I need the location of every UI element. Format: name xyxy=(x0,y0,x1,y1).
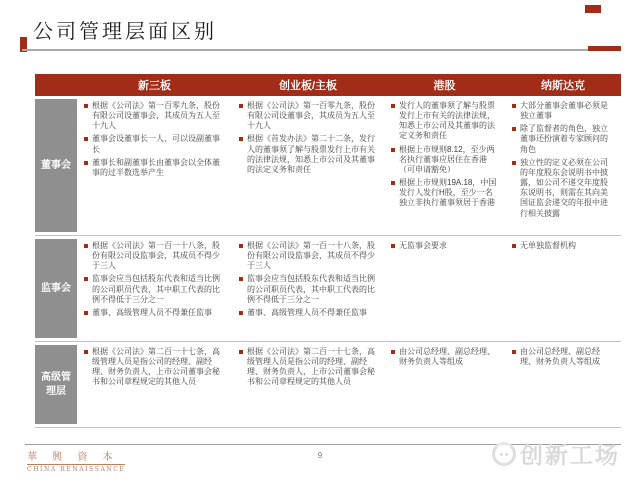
bullet-item xyxy=(239,308,378,318)
bullet-square-icon xyxy=(391,148,395,152)
bullet-text: 监事会应当包括股东代表和适当比例的公司职员代表，其中职工代表的比例不得低于三分之一 xyxy=(247,274,375,304)
bullet-square-icon xyxy=(512,350,516,354)
bullet-square-icon xyxy=(84,161,88,165)
bullet-square-icon xyxy=(391,350,395,354)
column-header-chuangyeban: 创业板/主板 xyxy=(278,80,338,92)
bullet-text: 由公司总经理、副总经理、财务负责人等组成 xyxy=(399,347,495,367)
bullet-square-icon xyxy=(391,181,395,185)
bullet-item xyxy=(84,308,226,318)
table-cell xyxy=(505,96,621,235)
bullet-square-icon xyxy=(512,104,516,108)
table-cell xyxy=(384,236,505,341)
bullet-item xyxy=(391,101,499,142)
corner-accent-icon xyxy=(585,5,601,13)
page-title: 公司管理层面区别 xyxy=(33,19,217,43)
comparison-table xyxy=(35,74,621,428)
innovation-works-logo-icon xyxy=(492,442,516,466)
bullet-item xyxy=(512,241,615,251)
row-label-senior-management: 高级管理层 xyxy=(35,345,77,424)
table-row-supervisory xyxy=(35,236,621,342)
table-cell xyxy=(384,342,505,427)
bullet-item xyxy=(239,134,378,175)
bullet-square-icon xyxy=(84,350,88,354)
bullet-item xyxy=(239,241,378,271)
bullet-item xyxy=(84,158,226,178)
table-cell xyxy=(384,96,505,235)
bullet-item xyxy=(84,241,226,271)
bullet-item xyxy=(239,274,378,304)
innovation-works-watermark xyxy=(492,437,620,470)
row-label-cell xyxy=(35,342,77,427)
table-row-board xyxy=(35,96,621,236)
bullet-square-icon xyxy=(391,104,395,108)
bullet-square-icon xyxy=(239,311,243,315)
bullet-square-icon xyxy=(84,244,88,248)
china-renaissance-logo-cn: 華 興 資 本 xyxy=(27,448,125,465)
bullet-square-icon xyxy=(391,244,395,248)
table-cell xyxy=(77,96,232,235)
column-header-xinsanban: 新三板 xyxy=(138,80,171,92)
bullet-text: 根据《公司法》第一百零九条，股份有限公司设董事会，其成员为五人至十九人 xyxy=(247,101,375,131)
bullet-text: 根据《公司法》第二百一十七条，高级管理人员是指公司的经理、副经理、财务负责人，上市公司董事会秘书和公司章程规定的其他人员 xyxy=(247,347,375,387)
bullet-text: 根据上市规则19A.18，中国发行人发行H股，至少一名独立非执行董事须居于香港 xyxy=(399,178,497,208)
bullet-item xyxy=(512,347,615,367)
bullet-item xyxy=(512,158,615,219)
bullet-square-icon xyxy=(239,244,243,248)
bullet-text: 董事、高级管理人员不得兼任监事 xyxy=(247,307,367,317)
bullet-text: 根据《首发办法》第二十二条，发行人的董事须了解与股票发行上市有关的法律法规，知悉上市公司及其董事的法定义务和责任 xyxy=(247,134,375,174)
bullet-text: 发行人的董事须了解与股票发行上市有关的法律法规，知悉上市公司及其董事的法定义务和责任 xyxy=(399,101,495,141)
bullet-square-icon xyxy=(239,350,243,354)
bullet-item xyxy=(391,145,499,175)
bullet-text: 根据《公司法》第二百一十七条，高级管理人员是指公司的经理、副经理、财务负责人，上市公司董事会秘书和公司章程规定的其他人员 xyxy=(92,347,220,387)
bullet-text: 董事会设董事长一人，可以设副董事长 xyxy=(92,134,220,154)
column-header-ganggu: 港股 xyxy=(433,80,456,92)
table-cell xyxy=(77,236,232,341)
table-cell xyxy=(505,236,621,341)
page-number: 9 xyxy=(317,451,323,460)
bullet-text: 独立性的定义必须在公司的年度股东会说明书中披露，如公司不递交年度股东说明书，则需在其向美国证监会递交的年报中进行相关披露 xyxy=(520,157,608,218)
bullet-text: 大部分董事会董事必须是独立董事 xyxy=(520,101,608,121)
bullet-text: 董事、高级管理人员不得兼任监事 xyxy=(92,307,212,317)
table-header-row xyxy=(35,74,621,96)
table-cell xyxy=(77,342,232,427)
row-label-cell xyxy=(35,236,77,341)
bullet-square-icon xyxy=(239,277,243,281)
table-cell xyxy=(505,342,621,427)
bullet-text: 无监事会要求 xyxy=(399,241,447,250)
row-label-board: 董事会 xyxy=(35,99,77,232)
bullet-text: 根据《公司法》第一百一十八条，股份有限公司设监事会，其成员不得少于三人 xyxy=(92,241,220,271)
row-label-supervisory: 监事会 xyxy=(35,239,77,338)
bullet-square-icon xyxy=(512,244,516,248)
bullet-text: 根据上市规则8.12，至少两名执行董事应居住在香港（可申请豁免） xyxy=(399,144,495,174)
table-cell xyxy=(232,342,384,427)
bullet-item xyxy=(512,101,615,121)
bullet-item xyxy=(391,178,499,208)
column-header-nasdaq: 纳斯达克 xyxy=(541,80,585,92)
bullet-square-icon xyxy=(512,127,516,131)
bullet-item xyxy=(84,347,226,388)
title-underline-red-end xyxy=(588,46,621,51)
table-cell xyxy=(232,96,384,235)
bullet-square-icon xyxy=(84,277,88,281)
bullet-square-icon xyxy=(239,104,243,108)
innovation-works-watermark-text: 创新工场 xyxy=(520,442,620,468)
bullet-item xyxy=(391,347,499,367)
table-row-senior-management xyxy=(35,342,621,428)
bullet-square-icon xyxy=(84,137,88,141)
bullet-text: 由公司总经理、副总经理、财务负责人等组成 xyxy=(520,347,600,367)
bullet-text: 无单独监督机构 xyxy=(520,241,576,250)
bullet-item xyxy=(239,101,378,131)
table-cell xyxy=(232,236,384,341)
china-renaissance-logo-en: CHINA RENAISSANCE xyxy=(27,466,126,473)
bullet-text: 根据《公司法》第一百零九条，股份有限公司设董事会，其成员为五人至十九人 xyxy=(92,101,220,131)
bullet-item xyxy=(84,101,226,131)
row-label-cell xyxy=(35,96,77,235)
title-underline xyxy=(22,49,592,51)
bullet-text: 董事长和副董事长由董事会以全体董事的过半数选举产生 xyxy=(92,157,220,177)
bullet-item xyxy=(391,241,499,251)
bullet-text: 根据《公司法》第一百一十八条，股份有限公司设监事会，其成员不得少于三人 xyxy=(247,241,375,271)
bullet-item xyxy=(512,124,615,154)
bullet-text: 除了监督者的角色，独立董事还扮演着专家顾问的角色 xyxy=(520,124,608,154)
bullet-item xyxy=(84,134,226,154)
bullet-text: 监事会应当包括股东代表和适当比例的公司职员代表，其中职工代表的比例不得低于三分之一 xyxy=(92,274,220,304)
bullet-item xyxy=(239,347,378,388)
bullet-item xyxy=(84,274,226,304)
bullet-square-icon xyxy=(84,311,88,315)
bullet-square-icon xyxy=(239,137,243,141)
bullet-square-icon xyxy=(84,104,88,108)
bullet-square-icon xyxy=(512,161,516,165)
